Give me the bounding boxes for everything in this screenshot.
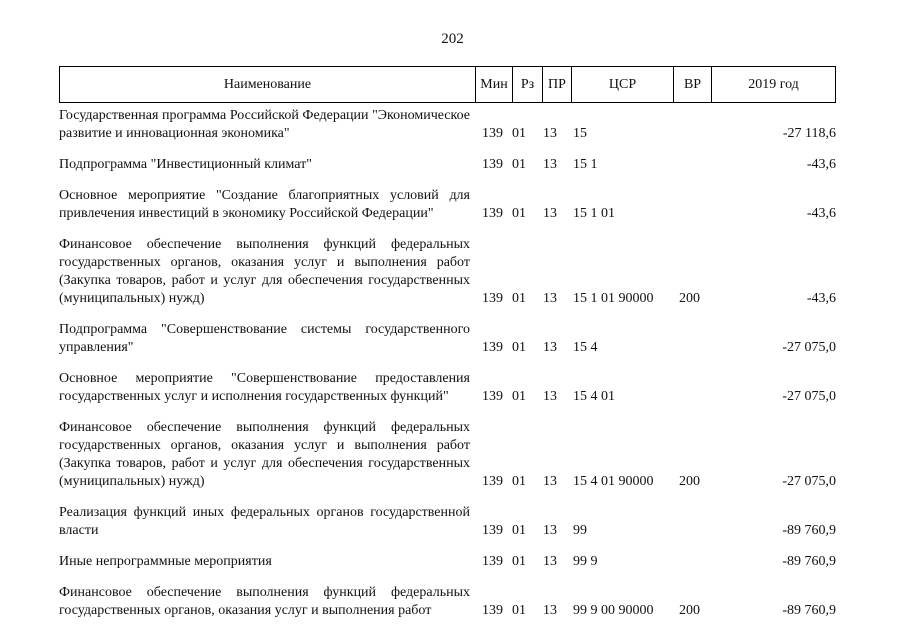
header-csr: ЦСР bbox=[571, 67, 673, 102]
row-rz: 01 bbox=[512, 523, 526, 538]
table-row bbox=[59, 107, 836, 143]
row-csr: 15 4 01 bbox=[573, 389, 615, 404]
row-min: 139 bbox=[482, 340, 503, 355]
row-name: Финансовое обеспечение выполнения функций федеральных государственных органов, оказания услуг и выполнения работ bbox=[59, 585, 470, 618]
table-row bbox=[59, 321, 836, 357]
row-pr: 13 bbox=[543, 554, 557, 569]
row-value: -27 075,0 bbox=[782, 340, 836, 355]
row-rz: 01 bbox=[512, 126, 526, 141]
row-min: 139 bbox=[482, 603, 503, 618]
row-csr: 15 bbox=[573, 126, 587, 141]
row-csr: 15 1 bbox=[573, 157, 598, 172]
row-pr: 13 bbox=[543, 206, 557, 221]
table-header bbox=[59, 66, 836, 103]
table-row bbox=[59, 504, 836, 540]
header-min: Мин bbox=[475, 67, 512, 102]
page-number: 202 bbox=[441, 31, 464, 47]
table-row bbox=[59, 187, 836, 223]
row-min: 139 bbox=[482, 291, 503, 306]
row-pr: 13 bbox=[543, 157, 557, 172]
row-min: 139 bbox=[482, 206, 503, 221]
row-pr: 13 bbox=[543, 474, 557, 489]
row-csr: 99 bbox=[573, 523, 587, 538]
table-row bbox=[59, 156, 836, 174]
row-value: -89 760,9 bbox=[782, 554, 836, 569]
table-body bbox=[59, 107, 836, 633]
row-rz: 01 bbox=[512, 206, 526, 221]
header-rz: Рз bbox=[512, 67, 542, 102]
table-row bbox=[59, 553, 836, 571]
row-pr: 13 bbox=[543, 291, 557, 306]
row-min: 139 bbox=[482, 126, 503, 141]
table-row bbox=[59, 370, 836, 406]
header-year: 2019 год bbox=[711, 67, 835, 102]
row-min: 139 bbox=[482, 554, 503, 569]
row-name: Государственная программа Российской Федерации "Экономическое развитие и инновационная экономика" bbox=[59, 108, 470, 141]
row-value: -89 760,9 bbox=[782, 523, 836, 538]
row-name: Подпрограмма "Совершенствование системы государственного управления" bbox=[59, 322, 470, 355]
row-name: Основное мероприятие "Совершенствование предоставления государственных услуг и исполнения государственных функций" bbox=[59, 371, 470, 404]
row-min: 139 bbox=[482, 523, 503, 538]
row-csr: 15 1 01 bbox=[573, 206, 615, 221]
row-value: -27 118,6 bbox=[782, 126, 836, 141]
row-name: Реализация функций иных федеральных органов государственной власти bbox=[59, 505, 470, 538]
row-vr: 200 bbox=[679, 291, 700, 306]
row-csr: 15 4 bbox=[573, 340, 598, 355]
row-value: -89 760,9 bbox=[782, 603, 836, 618]
row-value: -43,6 bbox=[806, 291, 836, 306]
row-csr: 99 9 bbox=[573, 554, 598, 569]
row-min: 139 bbox=[482, 389, 503, 404]
row-rz: 01 bbox=[512, 291, 526, 306]
row-rz: 01 bbox=[512, 389, 526, 404]
row-name: Финансовое обеспечение выполнения функций федеральных государственных органов, оказания услуг и выполнения работ (Закупка товаров, работ и услуг для обеспечения государственных (муниципальных) нужд) bbox=[59, 237, 470, 306]
row-rz: 01 bbox=[512, 474, 526, 489]
row-value: -43,6 bbox=[806, 157, 836, 172]
row-csr: 15 1 01 90000 bbox=[573, 291, 654, 306]
row-vr: 200 bbox=[679, 474, 700, 489]
row-rz: 01 bbox=[512, 603, 526, 618]
table-row bbox=[59, 419, 836, 491]
row-rz: 01 bbox=[512, 340, 526, 355]
row-min: 139 bbox=[482, 474, 503, 489]
row-min: 139 bbox=[482, 157, 503, 172]
header-pr: ПР bbox=[542, 67, 571, 102]
row-pr: 13 bbox=[543, 603, 557, 618]
row-name: Иные непрограммные мероприятия bbox=[59, 554, 272, 569]
row-name: Основное мероприятие "Создание благоприятных условий для привлечения инвестиций в экономику Российской Федерации" bbox=[59, 188, 470, 221]
table-row bbox=[59, 236, 836, 308]
row-pr: 13 bbox=[543, 389, 557, 404]
row-pr: 13 bbox=[543, 523, 557, 538]
table-row bbox=[59, 584, 836, 620]
row-name: Подпрограмма "Инвестиционный климат" bbox=[59, 157, 312, 172]
row-pr: 13 bbox=[543, 126, 557, 141]
header-name: Наименование bbox=[223, 76, 312, 92]
row-value: -43,6 bbox=[806, 206, 836, 221]
row-rz: 01 bbox=[512, 157, 526, 172]
row-vr: 200 bbox=[679, 603, 700, 618]
header-vr: ВР bbox=[673, 67, 711, 102]
row-csr: 15 4 01 90000 bbox=[573, 474, 654, 489]
row-name: Финансовое обеспечение выполнения функций федеральных государственных органов, оказания услуг и выполнения работ (Закупка товаров, работ и услуг для обеспечения государственных (муниципальных) нужд) bbox=[59, 420, 470, 489]
row-csr: 99 9 00 90000 bbox=[573, 603, 654, 618]
row-pr: 13 bbox=[543, 340, 557, 355]
row-rz: 01 bbox=[512, 554, 526, 569]
row-value: -27 075,0 bbox=[782, 389, 836, 404]
row-value: -27 075,0 bbox=[782, 474, 836, 489]
